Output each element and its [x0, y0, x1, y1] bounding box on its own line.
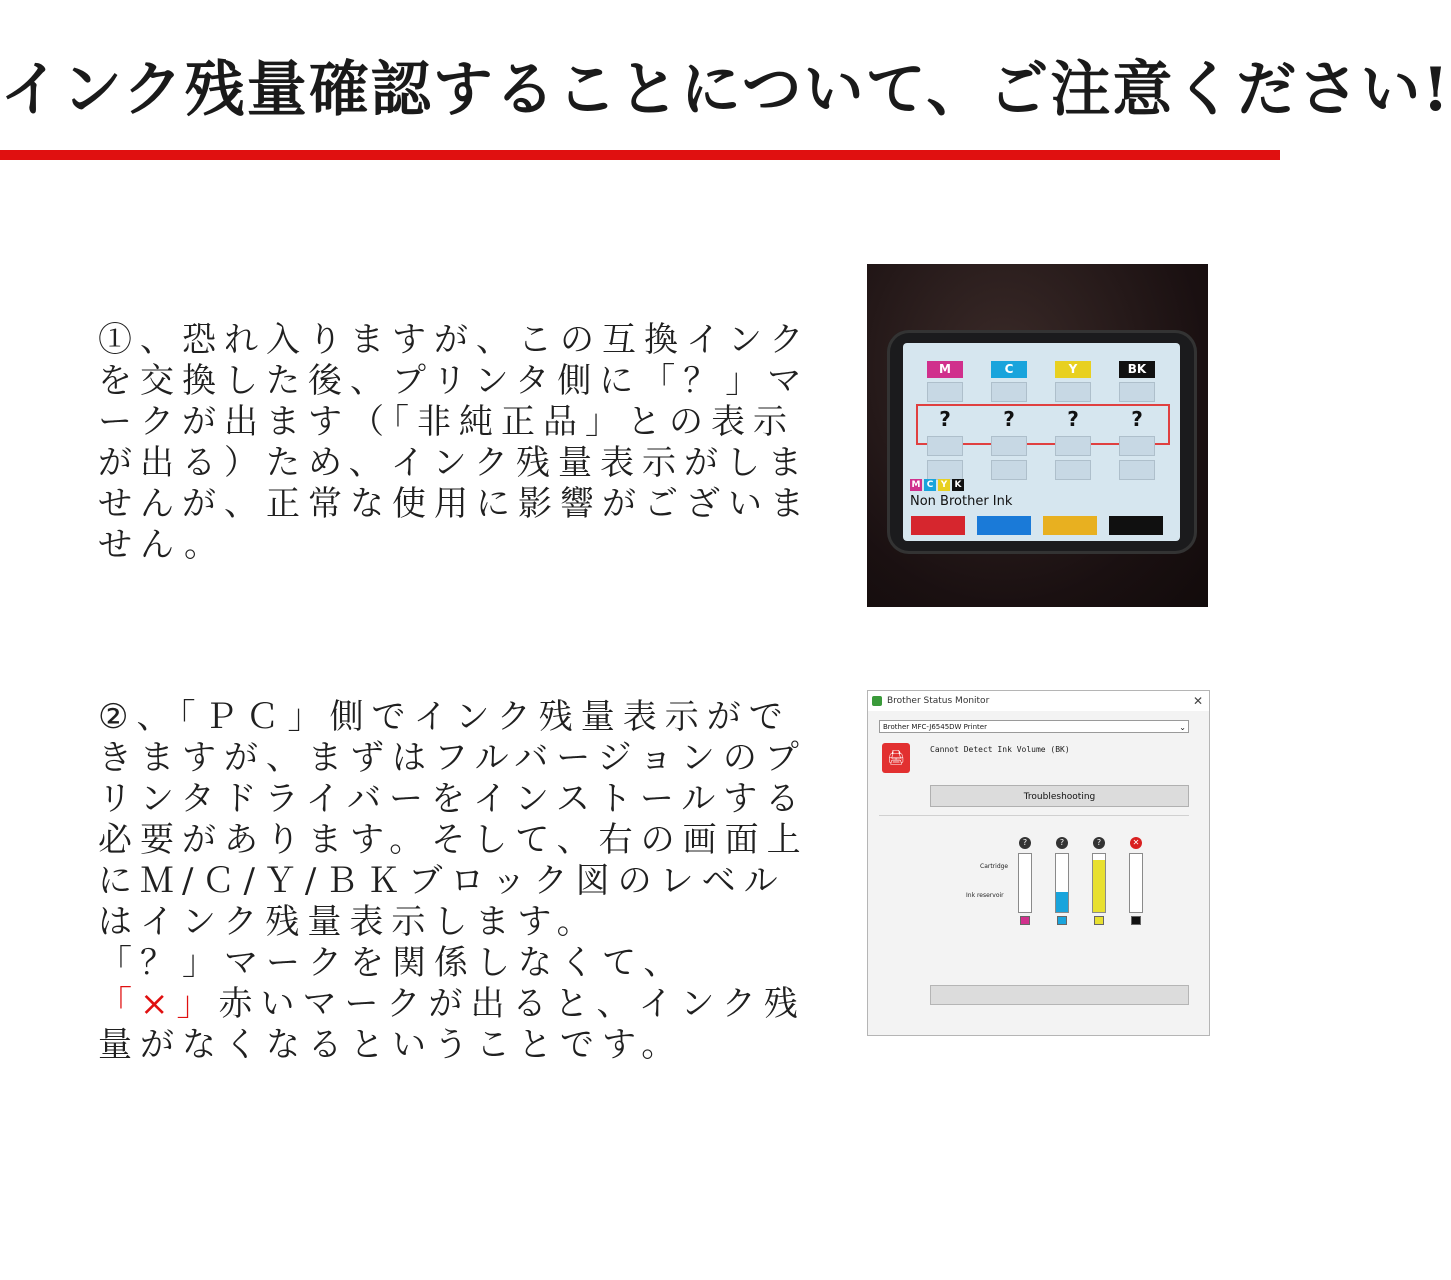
- status-text: Cannot Detect Ink Volume (BK): [930, 745, 1070, 754]
- note-2-red-line: [98, 984, 818, 1066]
- printer-error-icon: 🖨: [882, 743, 910, 773]
- lcd-ink-column: [991, 361, 1027, 480]
- app-icon: [872, 696, 882, 706]
- question-mark-icon: ?: [1067, 407, 1079, 431]
- lcd-level-slot: [991, 382, 1027, 402]
- lcd-ink-label: C: [991, 361, 1027, 378]
- cartridge-label: Cartridge: [980, 863, 1009, 870]
- non-brother-label: Non Brother Ink: [910, 494, 1013, 509]
- lcd-ink-column: [1119, 361, 1155, 480]
- question-mark-icon: ?: [1093, 837, 1105, 849]
- ink-chip: M: [911, 480, 921, 490]
- lcd-level-slot: [1055, 460, 1091, 480]
- reservoir-indicator: [1094, 916, 1104, 925]
- troubleshooting-button[interactable]: Troubleshooting: [930, 785, 1189, 807]
- tank-level: [1092, 853, 1106, 913]
- reservoir-indicator: [1131, 916, 1141, 925]
- lcd-screen: [903, 343, 1180, 541]
- note-1-text: ①、恐れ入りますが、この互換インクを交換した後、プリンタ側に「？」マークが出ます（「非純正品」との表示が出る）ため、インク残量表示がしませんが、正常な使用に影響がございません。: [98, 320, 812, 565]
- tank-level: [1055, 853, 1069, 913]
- lcd-color-button: [1109, 516, 1163, 535]
- ink-tank: [1018, 837, 1032, 925]
- question-mark-icon: ?: [1056, 837, 1068, 849]
- lcd-level-slot: [991, 460, 1027, 480]
- ink-tank: [1092, 837, 1106, 925]
- tank-fill: [1056, 892, 1068, 912]
- lcd-level-slot: [1055, 436, 1091, 456]
- question-mark-icon: ?: [939, 407, 951, 431]
- note-2-question-text: 「？」マークを関係しなくて、: [98, 943, 686, 983]
- chevron-down-icon: ⌄: [1179, 723, 1186, 732]
- lcd-ink-label: Y: [1055, 361, 1091, 378]
- title-divider: [0, 150, 1280, 160]
- window-title: Brother Status Monitor: [887, 696, 990, 706]
- ink-chip: Y: [938, 479, 950, 491]
- printer-select-value: Brother MFC-J6545DW Printer: [883, 723, 987, 731]
- lcd-color-button: [1043, 516, 1097, 535]
- lcd-color-button: [911, 516, 965, 535]
- lcd-level-slot: [1119, 460, 1155, 480]
- lcd-ink-label: BK: [1119, 361, 1155, 378]
- question-mark-icon: ?: [1003, 407, 1015, 431]
- ink-reservoir-label: Ink reservoir: [966, 892, 1004, 899]
- note-section-2: [98, 697, 818, 1066]
- lcd-level-slot: [1119, 436, 1155, 456]
- lcd-ink-column: [1055, 361, 1091, 480]
- lcd-level-slot: [1119, 382, 1155, 402]
- printer-select[interactable]: [879, 720, 1189, 733]
- red-x-icon: ✕: [1130, 837, 1142, 849]
- printer-lcd-photo: [867, 264, 1208, 607]
- ink-tank: [1129, 837, 1143, 925]
- lcd-level-slot: [1055, 382, 1091, 402]
- lcd-ink-label: M: [927, 361, 963, 378]
- note-2-text: ②、「ＰＣ」側でインク残量表示ができますが、まずはフルバージョンのプリンタドライバーをインストールする必要があります。そして、右の画面上にＭ/Ｃ/Ｙ/ＢＫブロック図のレベルはインク残量表示します。: [98, 697, 809, 942]
- close-icon[interactable]: ✕: [1192, 694, 1203, 708]
- ink-tank: [1055, 837, 1069, 925]
- window-titlebar: [868, 691, 1209, 711]
- lcd-ink-column: [927, 361, 963, 480]
- question-mark-icon: ?: [1131, 407, 1143, 431]
- lcd-level-slot: [991, 436, 1027, 456]
- lcd-color-button: [977, 516, 1031, 535]
- tank-level: [1129, 853, 1143, 913]
- lcd-bezel: [887, 330, 1197, 554]
- note-section-1: [98, 320, 818, 566]
- page-title: インク残量確認することについて、ご注意ください!: [0, 55, 1451, 125]
- bottom-panel: [930, 985, 1189, 1005]
- reservoir-indicator: [1020, 916, 1030, 925]
- ink-chip: K: [952, 479, 964, 491]
- tank-level: [1018, 853, 1032, 913]
- lcd-level-slot: [927, 436, 963, 456]
- red-x-mark-text: 「×」: [98, 984, 219, 1024]
- tank-fill: [1093, 860, 1105, 912]
- lcd-level-slot: [927, 460, 963, 480]
- note-2-tail-text: 赤いマークが出ると、インク残量がなくなるということです。: [98, 984, 806, 1065]
- lcd-level-slot: [927, 382, 963, 402]
- ink-chip-row: [910, 479, 964, 491]
- status-monitor-window: [867, 690, 1210, 1036]
- question-mark-icon: ?: [1019, 837, 1031, 849]
- divider: [879, 815, 1189, 816]
- ink-chip: C: [924, 479, 936, 491]
- reservoir-indicator: [1057, 916, 1067, 925]
